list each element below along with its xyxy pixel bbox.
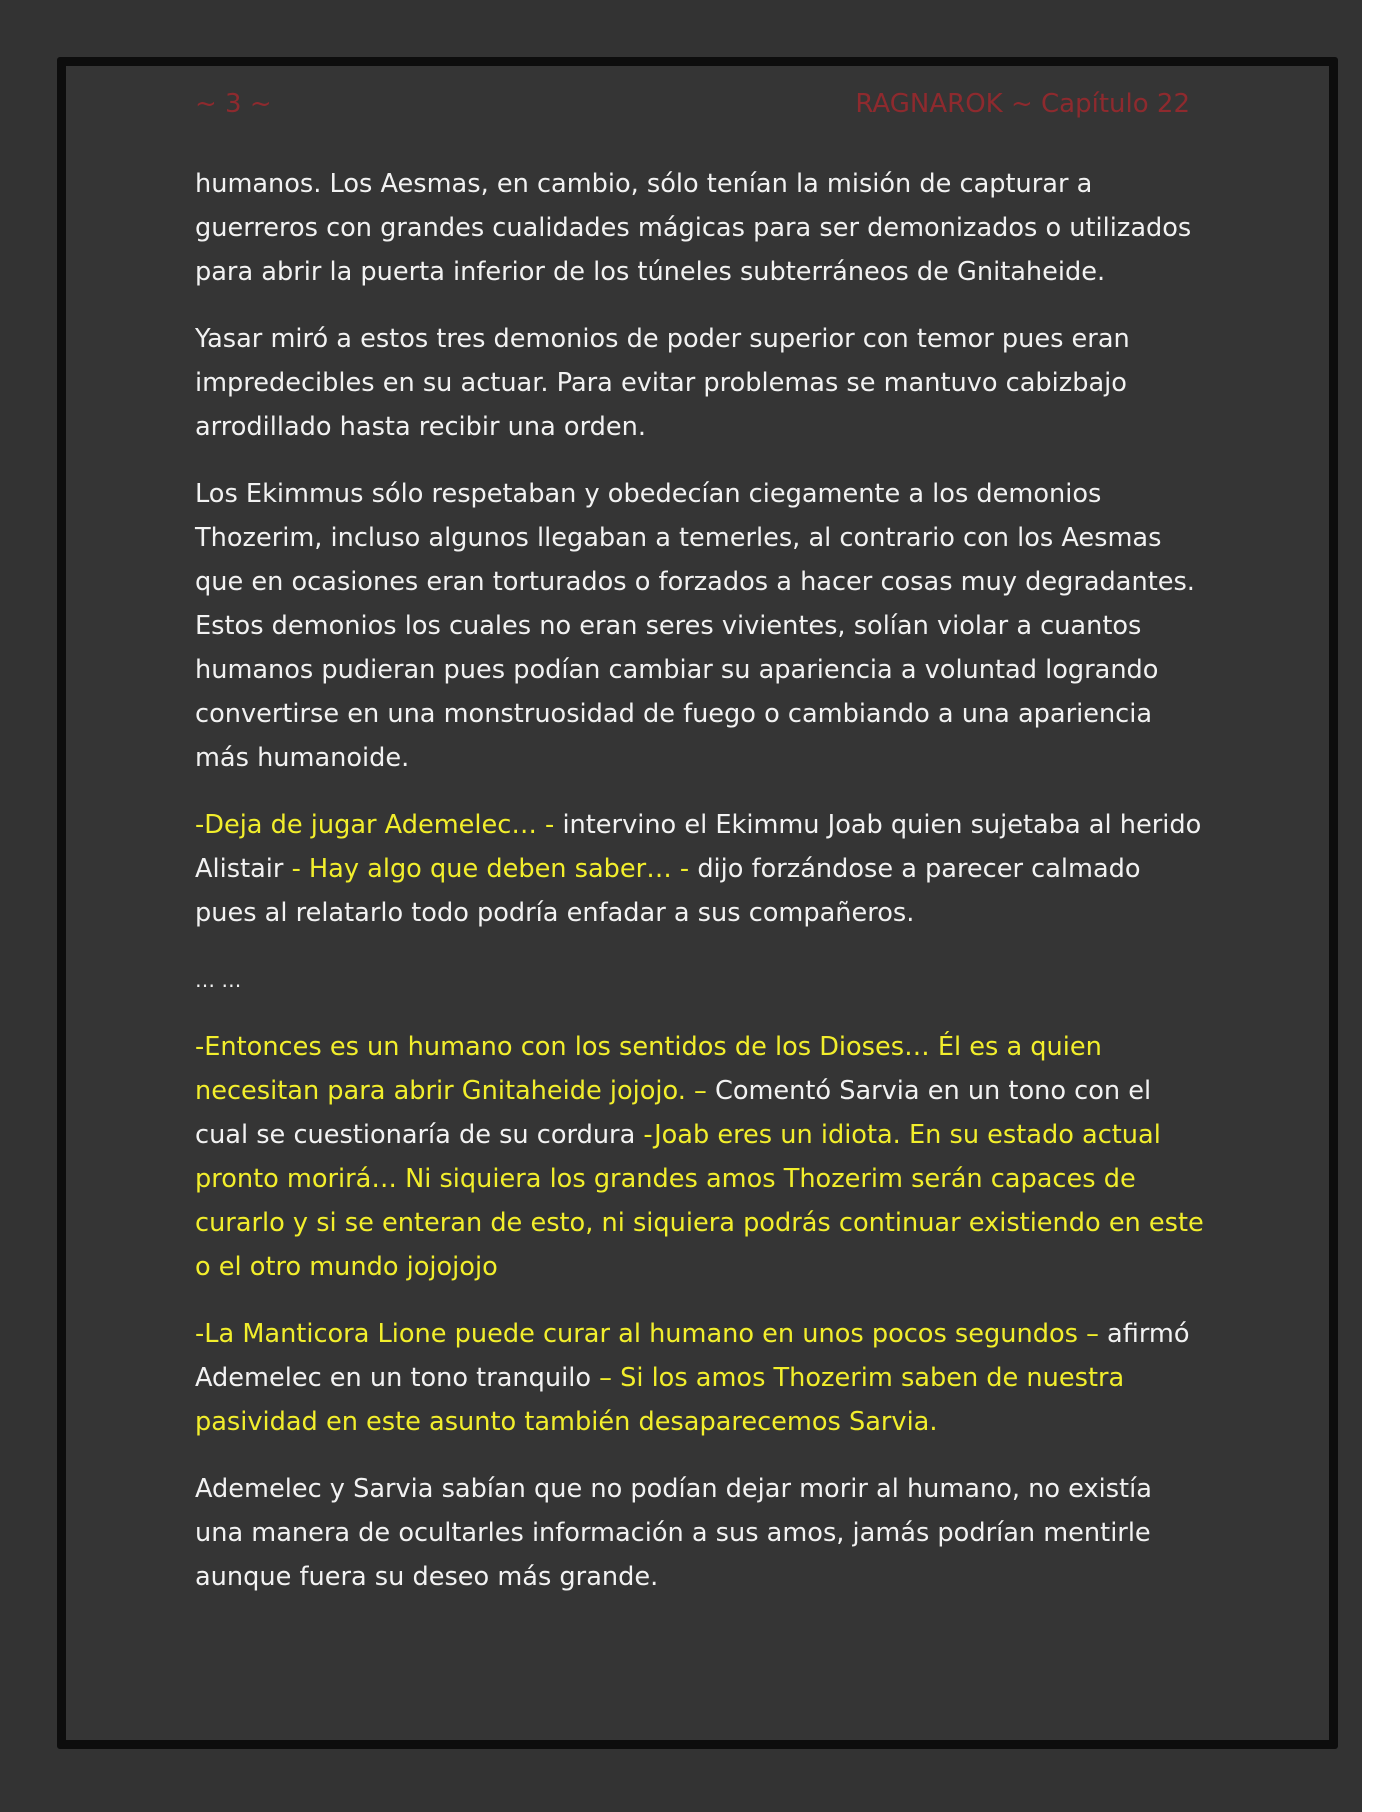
scene-break: [195, 958, 1207, 1002]
narration-text: Comentó Sarvia en un tono con el cual se cuestionaría de su cordura: [195, 1076, 1152, 1150]
narration-text: intervino el Ekimmu Joab quien sujetaba al herido Alistair: [195, 810, 1202, 884]
paragraph: [195, 1312, 1207, 1444]
narration-text: Ademelec y Sarvia sabían que no podían dejar morir al humano, no existía una manera de ocultarles información a sus amos, jamás podrían mentirle aunque fuera su deseo más grande.: [195, 1474, 1152, 1592]
dialogue-text: -Entonces es un humano con los sentidos de los Dioses… Él es a quien necesitan para abrir Gnitaheide jojojo. –: [195, 1032, 1102, 1106]
narration-text: … …: [195, 968, 242, 992]
dialogue-text: -Deja de jugar Ademelec… -: [195, 810, 563, 840]
paragraph: [195, 803, 1207, 935]
running-header: [195, 84, 1190, 124]
paragraph: [195, 1025, 1207, 1289]
dialogue-text: – Si los amos Thozerim saben de nuestra pasividad en este asunto también desaparecemos Sarvia.: [195, 1363, 1125, 1437]
paragraph: [195, 1467, 1207, 1599]
page-number: ~ 3 ~: [195, 89, 272, 119]
paragraph: [195, 472, 1207, 780]
dialogue-text: -Joab eres un idiota. En su estado actual pronto morirá… Ni siquiera los grandes amos Thozerim serán capaces de curarlo y si se enteran de esto, ni siquiera podrás continuar existiendo en este o el otro mundo jojojojo: [195, 1120, 1204, 1282]
narration-text: Los Ekimmus sólo respetaban y obedecían ciegamente a los demonios Thozerim, incluso algunos llegaban a temerles, al contrario con los Aesmas que en ocasiones eran torturados o forzados a hacer cosas muy degradantes. Estos demonios los cuales no eran seres vivientes, solían violar a cuantos humanos pudieran pues podían cambiar su apariencia a voluntad logrando convertirse en una monstruosidad de fuego o cambiando a una apariencia más humanoide.: [195, 479, 1195, 773]
narration-text: humanos. Los Aesmas, en cambio, sólo tenían la misión de capturar a guerreros con grandes cualidades mágicas para ser demonizados o utilizados para abrir la puerta inferior de los túneles subterráneos de Gnitaheide.: [195, 169, 1192, 287]
dialogue-text: -La Manticora Lione puede curar al humano en unos pocos segundos –: [195, 1319, 1108, 1349]
dialogue-text: - Hay algo que deben saber… -: [291, 854, 698, 884]
paragraph: [195, 162, 1207, 294]
narration-text: afirmó Ademelec en un tono tranquilo: [195, 1319, 1190, 1393]
body-text: [195, 162, 1207, 1622]
paragraph: [195, 317, 1207, 449]
running-title: RAGNAROK ~ Capítulo 22: [855, 89, 1190, 119]
narration-text: dijo forzándose a parecer calmado pues al relatarlo todo podría enfadar a sus compañeros.: [195, 854, 1141, 928]
narration-text: Yasar miró a estos tres demonios de poder superior con temor pues eran impredecibles en su actuar. Para evitar problemas se mantuvo cabizbajo arrodillado hasta recibir una orden.: [195, 324, 1130, 442]
